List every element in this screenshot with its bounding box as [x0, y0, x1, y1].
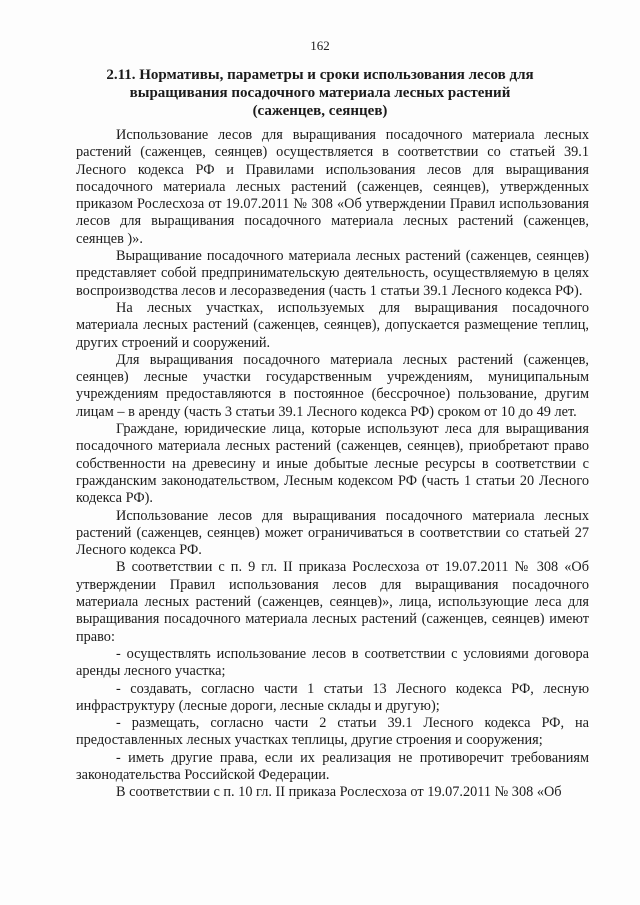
paragraph: В соответствии с п. 10 гл. II приказа Рослесхоза от 19.07.2011 № 308 «Об [116, 784, 562, 801]
paragraph: В соответствии с п. 9 гл. II приказа Рослесхоза от 19.07.2011 № 308 «Об утверждении Правил использования лесов для выращивания посадочного материала лесных растений (саженцев, сеянцев)», лица, использующие леса для выращивания посадочного материала лесных растений (саженцев, сеянцев) имеют право: [76, 559, 589, 645]
paragraph: Выращивание посадочного материала лесных растений (саженцев, сеянцев) представляет собой предпринимательскую деятельность, осуществляемую в целях воспроизводства лесов и лесоразведения (часть 1 статьи 39.1 Лесного кодекса РФ). [76, 248, 589, 299]
paragraph: Для выращивания посадочного материала лесных растений (саженцев, сеянцев) лесные участки государственным учреждениям, муниципальным учреждениям предоставляются в постоянное (бессрочное) пользование, другим лицам – в аренду (часть 3 статьи 39.1 Лесного кодекса РФ) сроком от 10 до 49 лет. [76, 351, 589, 420]
rights-list-item: - осуществлять использование лесов в соответствии с условиями договора аренды лесного участка; [76, 645, 589, 680]
rights-list-item: - иметь другие права, если их реализация не противоречит требованиям законодательства Российской Федерации. [76, 749, 589, 783]
paragraph: Граждане, юридические лица, которые используют леса для выращивания посадочного материала лесных растений (саженцев, сеянцев), приобретают право собственности на древесину и иные добытые лесные ресурсы в соответствии с гражданским законодательством, Лесным кодексом РФ (часть 1 статьи 20 Лесного кодекса РФ). [76, 421, 589, 507]
section-heading: 2.11. Нормативы, параметры и сроки использования лесов для выращивания посадочного материала лесных растений (саженцев, сеянцев) [106, 67, 534, 119]
paragraph: На лесных участках, используемых для выращивания посадочного материала лесных растений (саженцев, сеянцев), допускается размещение теплиц, других строений и сооружений. [76, 299, 589, 351]
document-body [76, 127, 589, 802]
rights-list-item: - создавать, согласно части 1 статьи 13 Лесного кодекса РФ, лесную инфраструктуру (лесные дороги, лесные склады и другую); [76, 680, 589, 714]
page-number: 162 [310, 38, 330, 53]
rights-list-item: - размещать, согласно части 2 статьи 39.1 Лесного кодекса РФ, на предоставленных лесных участках теплицы, другие строения и сооружения; [76, 715, 589, 749]
paragraph: Использование лесов для выращивания посадочного материала лесных растений (саженцев, сеянцев) может ограничиваться в соответствии со статьей 27 Лесного кодекса РФ. [76, 507, 589, 559]
paragraph: Использование лесов для выращивания посадочного материала лесных растений (саженцев, сеянцев) осуществляется в соответствии со статьей 39.1 Лесного кодекса РФ и Правилами использования лесов для выращивания посадочного материала лесных растений (саженцев, сеянцев), утвержденных приказом Рослесхоза от 19.07.2011 № 308 «Об утверждении Правил использования лесов для выращивания посадочного материала лесных растений (саженцев, сеянцев )». [76, 127, 589, 247]
